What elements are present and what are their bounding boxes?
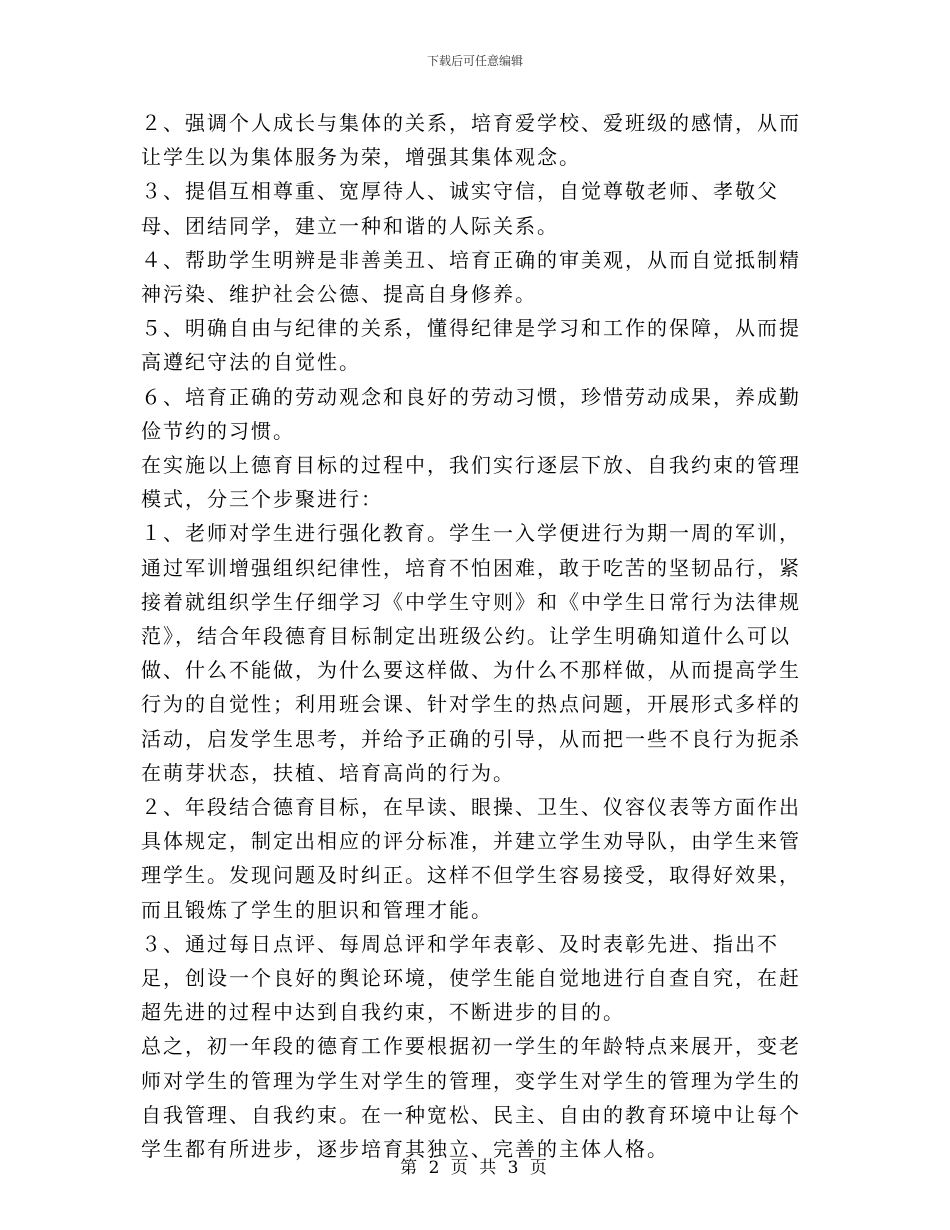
page-number: 第 2 页 共 3 页 <box>400 1158 550 1178</box>
paragraph-goal-5: ５、明确自由与纪律的关系，懂得纪律是学习和工作的保障，从而提高遵纪守法的自觉性。 <box>141 316 801 375</box>
paragraph-goal-3: ３、提倡互相尊重、宽厚待人、诚实守信，自觉尊敬老师、孝敬父母、团结同学，建立一种和谐的人际关系。 <box>141 179 779 238</box>
paragraph-step-3: ３、通过每日点评、每周总评和学年表彰、及时表彰先进、指出不足，创设一个良好的舆论环境，使学生能自觉地进行自查自究，在赶超先进的过程中达到自我约束，不断进步的目的。 <box>141 931 801 1025</box>
paragraph-step-1: １、老师对学生进行强化教育。学生一入学便进行为期一周的军训，通过军训增强组织纪律性，培育不怕困难，敢于吃苦的坚韧品行，紧接着就组织学生仔细学习《中学生守则》和《中学生日常行为法律规范》，结合年段德育目标制定出班级公约。让学生明确知道什么可以做、什么不能做，为什么要这样做、为什么不那样做，从而提高学生行为的自觉性；利用班会课、针对学生的热点问题，开展形式多样的活动，启发学生思考，并给予正确的引导，从而把一些不良行为扼杀在萌芽状态，扶植、培育高尚的行为。 <box>141 521 801 785</box>
paragraph-conclusion: 总之，初一年段的德育工作要根据初一学生的年龄特点来展开，变老师对学生的管理为学生对学生的管理，变学生对学生的管理为学生的自我管理、自我约束。在一种宽松、民主、自由的教育环境中让每个学生都有所进步，逐步培育其独立、完善的主体人格。 <box>141 1034 801 1162</box>
paragraph-implementation-intro: 在实施以上德育目标的过程中，我们实行逐层下放、自我约束的管理模式，分三个步聚进行： <box>141 453 801 512</box>
document-body <box>141 106 821 1166</box>
paragraph-step-2: ２、年段结合德育目标，在早读、眼操、卫生、仪容仪表等方面作出具体规定，制定出相应的评分标准，并建立学生劝导队，由学生来管理学生。发现问题及时纠正。这样不但学生容易接受，取得好效果，而且锻炼了学生的胆识和管理才能。 <box>141 795 801 922</box>
paragraph-goal-6: ６、培育正确的劳动观念和良好的劳动习惯，珍惜劳动成果，养成勤俭节约的习惯。 <box>141 384 801 443</box>
paragraph-goal-4: ４、帮助学生明辨是非善美丑、培育正确的审美观，从而自觉抵制精神污染、维护社会公德、提高自身修养。 <box>141 247 801 307</box>
header-note: 下载后可任意编辑 <box>426 54 523 68</box>
paragraph-goal-2: ２、强调个人成长与集体的关系，培育爱学校、爱班级的感情，从而让学生以为集体服务为荣，增强其集体观念。 <box>141 111 801 170</box>
